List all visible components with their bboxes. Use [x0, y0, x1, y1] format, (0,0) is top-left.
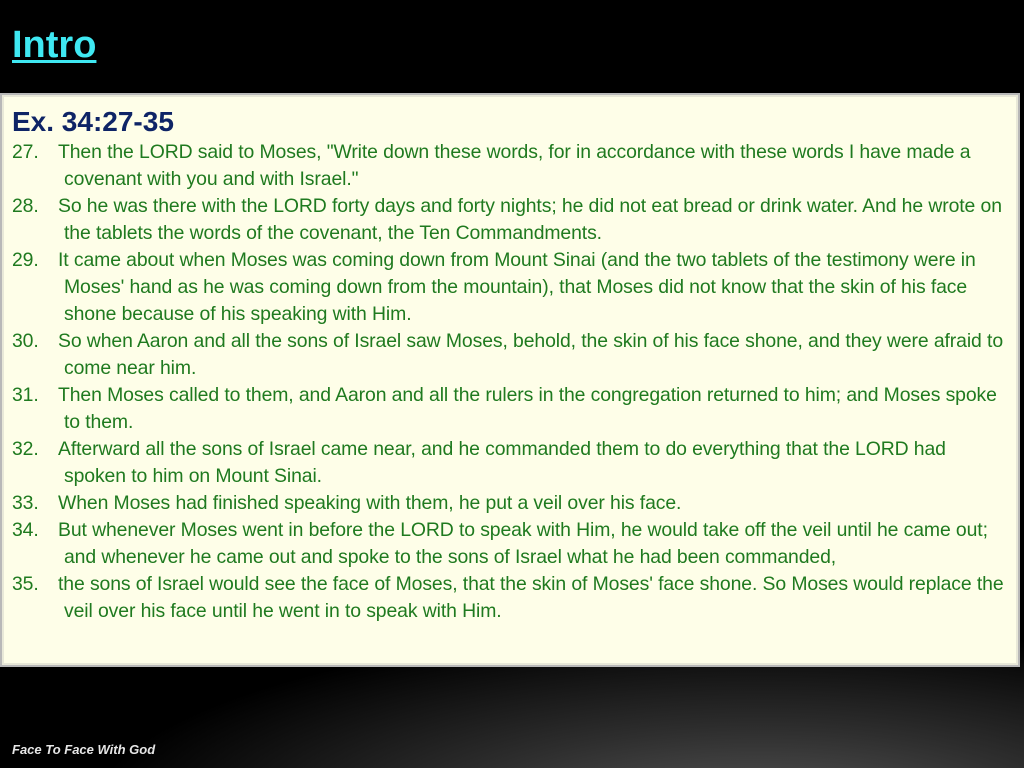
verse-text: It came about when Moses was coming down from Mount Sinai (and the two tablets of the testimony were in Moses' hand as he was coming down from the mountain), that Moses did not know that the skin of his face shone because of his speaking with Him. [58, 249, 976, 325]
verse-number: 34. [12, 519, 39, 541]
slide-footer: Face To Face With God [12, 742, 156, 757]
verse-text: So when Aaron and all the sons of Israel saw Moses, behold, the skin of his face shone, and they were afraid to come near him. [58, 330, 1003, 379]
passage-reference: Ex. 34:27-35 [12, 106, 174, 137]
verse-31 [12, 382, 1006, 436]
verse-text: Then the LORD said to Moses, "Write down these words, for in accordance with these words I have made a covenant with you and with Israel." [58, 141, 971, 190]
verse-29 [12, 247, 1006, 328]
verse-text: When Moses had finished speaking with them, he put a veil over his face. [58, 492, 682, 514]
verse-list [12, 139, 1006, 625]
verse-35 [12, 571, 1006, 625]
verse-30 [12, 328, 1006, 382]
verse-text: Afterward all the sons of Israel came near, and he commanded them to do everything that the LORD had spoken to him on Mount Sinai. [58, 438, 946, 487]
verse-text: the sons of Israel would see the face of Moses, that the skin of Moses' face shone. So Moses would replace the veil over his face until he went in to speak with Him. [58, 573, 1004, 622]
verse-number: 30. [12, 330, 39, 352]
verse-number: 31. [12, 384, 39, 406]
verse-number: 27. [12, 141, 39, 163]
verse-text: So he was there with the LORD forty days and forty nights; he did not eat bread or drink water. And he wrote on the tablets the words of the covenant, the Ten Commandments. [58, 195, 1002, 244]
verse-34 [12, 517, 1006, 571]
verse-number: 32. [12, 438, 39, 460]
slide-title: Intro [12, 24, 97, 66]
scripture-box [0, 93, 1020, 667]
verse-28 [12, 193, 1006, 247]
verse-33 [12, 490, 1006, 517]
verse-number: 28. [12, 195, 39, 217]
verse-32 [12, 436, 1006, 490]
verse-number: 33. [12, 492, 39, 514]
verse-number: 29. [12, 249, 39, 271]
verse-number: 35. [12, 573, 39, 595]
verse-text: Then Moses called to them, and Aaron and all the rulers in the congregation returned to him; and Moses spoke to them. [58, 384, 997, 433]
verse-27 [12, 139, 1006, 193]
verse-text: But whenever Moses went in before the LORD to speak with Him, he would take off the veil until he came out; and whenever he came out and spoke to the sons of Israel what he had been commanded, [58, 519, 988, 568]
